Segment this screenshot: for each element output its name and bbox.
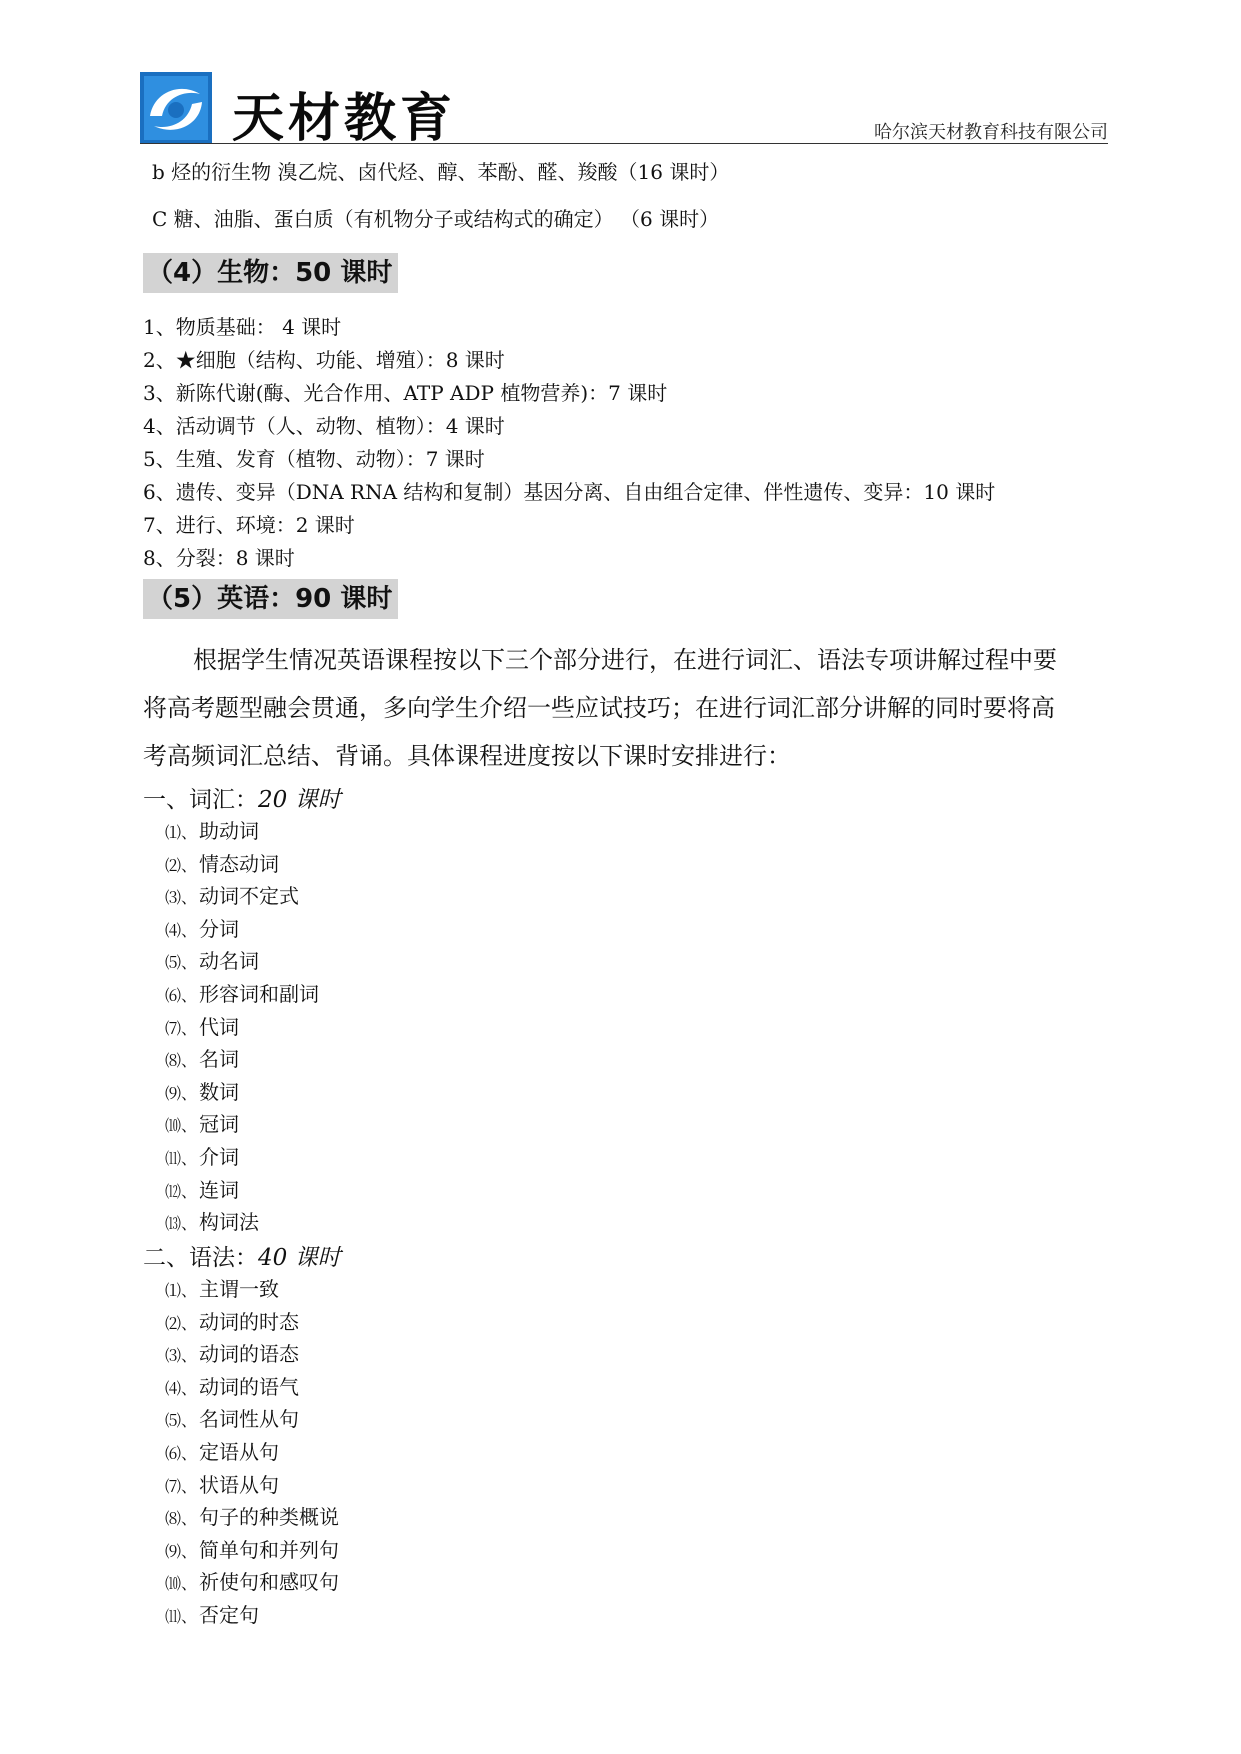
item-text: 构词法 xyxy=(199,1210,260,1235)
item-text: 名词性从句 xyxy=(199,1407,300,1432)
part-heading-vocab xyxy=(143,781,341,814)
item-number: ⑼、 xyxy=(165,1541,198,1561)
list-item: 8、分裂：8 课时 xyxy=(143,546,295,570)
item-number: ⑽、 xyxy=(165,1574,198,1594)
item-number: ⑵、 xyxy=(165,855,198,875)
section-title-biology: （4）生物：50 课时 xyxy=(143,253,398,293)
item-number: ⑾、 xyxy=(165,1149,198,1168)
item-number: ⑾、 xyxy=(165,1607,198,1626)
item-number: ⑺、 xyxy=(165,1018,198,1038)
item-text: 动词的语态 xyxy=(199,1342,300,1367)
list-item xyxy=(165,1534,339,1563)
item-text: 祈使句和感叹句 xyxy=(199,1570,340,1595)
item-number: ⑵、 xyxy=(165,1313,198,1333)
item-number: ⑷、 xyxy=(165,1378,198,1398)
page-header xyxy=(140,72,1108,149)
item-number: ⑼、 xyxy=(165,1083,198,1103)
item-text: 情态动词 xyxy=(199,851,280,876)
list-item xyxy=(165,1206,259,1235)
item-text: 动词不定式 xyxy=(199,884,300,909)
list-item xyxy=(165,1174,239,1203)
list-item: 2、★细胞（结构、功能、增殖）：8 课时 xyxy=(143,348,505,372)
item-text: 助动词 xyxy=(199,819,260,843)
list-item xyxy=(165,1011,239,1040)
item-number: ⑶、 xyxy=(165,888,198,908)
item-text: 连词 xyxy=(199,1177,240,1202)
item-number: ⑹、 xyxy=(165,986,198,1005)
list-item xyxy=(165,978,319,1007)
list-item xyxy=(165,1043,239,1072)
item-number: ⒀、 xyxy=(165,1214,198,1234)
list-item: 7、进行、环境：2 课时 xyxy=(143,513,355,537)
item-text: 分词 xyxy=(199,916,240,941)
item-number: ⑻、 xyxy=(165,1051,198,1071)
section-title-english: （5）英语：90 课时 xyxy=(143,579,398,619)
logo xyxy=(140,72,460,149)
list-item xyxy=(165,1566,339,1595)
item-number: ⑴、 xyxy=(165,1281,198,1300)
item-text: 数词 xyxy=(199,1079,240,1104)
chemistry-item-c: C 糖、油脂、蛋白质（有机物分子或结构式的确定） （6 课时） xyxy=(152,207,720,231)
item-text: 定语从句 xyxy=(199,1440,280,1464)
item-text: 简单句和并列句 xyxy=(199,1537,340,1562)
item-text: 介词 xyxy=(199,1145,240,1169)
part-label: 二、语法： xyxy=(143,1245,258,1271)
item-number: ⑿、 xyxy=(165,1181,198,1201)
part-hours: 20 课时 xyxy=(258,787,341,813)
item-number: ⑸、 xyxy=(165,953,198,973)
item-text: 形容词和副词 xyxy=(199,982,320,1006)
item-number: ⑴、 xyxy=(165,823,198,842)
list-item: 4、活动调节（人、动物、植物）：4 课时 xyxy=(143,414,505,438)
item-text: 动词的语气 xyxy=(199,1374,300,1399)
item-text: 状语从句 xyxy=(199,1472,280,1497)
paragraph-line: 根据学生情况英语课程按以下三个部分进行，在进行词汇、语法专项讲解过程中要 xyxy=(193,646,1057,674)
list-item xyxy=(165,1306,299,1335)
item-number: ⑸、 xyxy=(165,1411,198,1431)
list-item xyxy=(165,945,259,974)
list-item xyxy=(165,1108,239,1137)
part-heading-grammar xyxy=(143,1239,341,1272)
list-item xyxy=(165,913,239,942)
item-text: 句子的种类概说 xyxy=(199,1505,340,1530)
list-item: 5、生殖、发育（植物、动物）：7 课时 xyxy=(143,447,485,471)
item-number: ⑽、 xyxy=(165,1116,198,1136)
item-number: ⑶、 xyxy=(165,1346,198,1366)
item-text: 否定句 xyxy=(199,1603,260,1627)
list-item xyxy=(165,1338,299,1367)
part-hours: 40 课时 xyxy=(258,1245,341,1271)
item-number: ⑹、 xyxy=(165,1444,198,1463)
item-text: 主谓一致 xyxy=(199,1277,280,1301)
logo-text: 天材教育 xyxy=(232,88,457,149)
list-item xyxy=(165,848,279,877)
header-divider xyxy=(140,143,1108,144)
item-text: 动词的时态 xyxy=(199,1309,300,1334)
list-item xyxy=(165,1599,259,1628)
list-item xyxy=(165,1501,339,1530)
item-text: 冠词 xyxy=(199,1112,240,1137)
part-label: 一、词汇： xyxy=(143,787,258,813)
list-item xyxy=(165,1273,279,1302)
english-intro-paragraph xyxy=(143,636,1105,780)
list-item xyxy=(165,1076,239,1105)
item-number: ⑷、 xyxy=(165,920,198,940)
list-item xyxy=(165,1403,299,1432)
item-number: ⑺、 xyxy=(165,1476,198,1496)
list-item: 1、物质基础： 4 课时 xyxy=(143,315,342,339)
list-item xyxy=(165,1141,239,1170)
company-name: 哈尔滨天材教育科技有限公司 xyxy=(874,122,1108,143)
item-number: ⑻、 xyxy=(165,1509,198,1529)
list-item xyxy=(165,880,299,909)
chemistry-item-b: b 烃的衍生物 溴乙烷、卤代烃、醇、苯酚、醛、羧酸（16 课时） xyxy=(152,160,730,184)
list-item: 6、遗传、变异（DNA RNA 结构和复制）基因分离、自由组合定律、伴性遗传、变异：10 课时 xyxy=(143,480,996,504)
list-item xyxy=(165,1469,279,1498)
item-text: 动名词 xyxy=(199,949,260,974)
item-text: 名词 xyxy=(199,1047,240,1072)
paragraph-line: 考高频词汇总结、背诵。具体课程进度按以下课时安排进行： xyxy=(143,742,791,770)
logo-emblem-icon xyxy=(140,72,212,144)
item-text: 代词 xyxy=(199,1014,240,1039)
list-item xyxy=(165,1436,279,1465)
list-item xyxy=(165,1371,299,1400)
list-item xyxy=(165,815,259,844)
list-item: 3、新陈代谢(酶、光合作用、ATP ADP 植物营养)：7 课时 xyxy=(143,381,668,405)
paragraph-line: 将高考题型融会贯通，多向学生介绍一些应试技巧；在进行词汇部分讲解的同时要将高 xyxy=(143,694,1055,722)
